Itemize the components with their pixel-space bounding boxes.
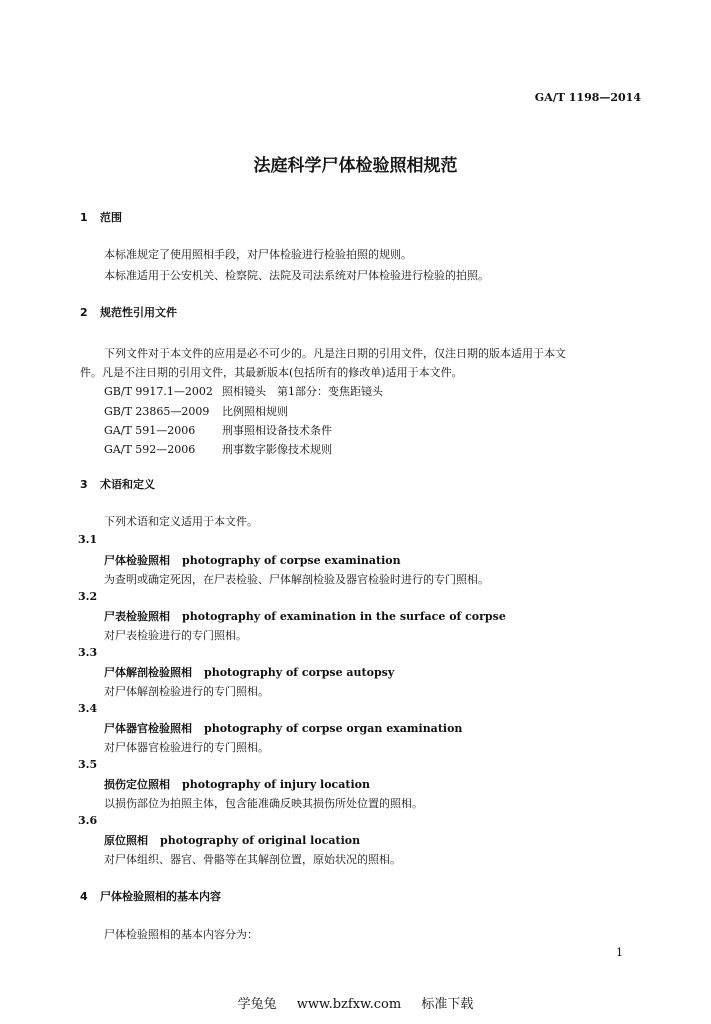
term-zh: 损伤定位照相 bbox=[104, 778, 170, 791]
term-heading bbox=[104, 720, 462, 736]
term-definition: 对尸体解剖检验进行的专门照相。 bbox=[104, 685, 269, 698]
section-number: 2 bbox=[80, 306, 88, 319]
term-heading bbox=[104, 664, 394, 680]
term-en: photography of corpse examination bbox=[182, 554, 401, 567]
term-en: photography of corpse organ examination bbox=[204, 722, 463, 735]
reference-item bbox=[104, 383, 383, 399]
term-number: 3.2 bbox=[78, 590, 98, 603]
paragraph: 本标准适用于公安机关、检察院、法院及司法系统对尸体检验进行检验的拍照。 bbox=[104, 269, 489, 282]
term-definition: 以损伤部位为拍照主体，包含能准确反映其损伤所处位置的照相。 bbox=[104, 797, 423, 810]
term-en: photography of original location bbox=[160, 834, 361, 847]
term-number: 3.4 bbox=[78, 702, 98, 715]
term-heading bbox=[104, 608, 506, 624]
footer bbox=[0, 993, 711, 1012]
reference-title: 刑事照相设备技术条件 bbox=[222, 424, 332, 437]
section-title: 范围 bbox=[100, 211, 122, 224]
section-number: 4 bbox=[80, 890, 88, 903]
page-number: 1 bbox=[616, 946, 623, 959]
footer-tagline: 标准下载 bbox=[421, 997, 474, 1012]
paragraph: 本标准规定了使用照相手段，对尸体检验进行检验拍照的规则。 bbox=[104, 248, 412, 261]
reference-item bbox=[104, 403, 288, 419]
section-heading bbox=[80, 209, 122, 225]
reference-code: GB/T 9917.1—2002 bbox=[104, 385, 213, 398]
term-number: 3.6 bbox=[78, 814, 98, 827]
term-zh: 尸体解剖检验照相 bbox=[104, 666, 192, 679]
reference-item bbox=[104, 441, 332, 457]
paragraph: 尸体检验照相的基本内容分为： bbox=[104, 928, 258, 941]
standard-code: GA/T 1198—2014 bbox=[534, 91, 641, 104]
section-title: 尸体检验照相的基本内容 bbox=[100, 890, 221, 903]
paragraph: 件。凡是不注日期的引用文件，其最新版本(包括所有的修改单)适用于本文件。 bbox=[80, 366, 463, 379]
reference-item bbox=[104, 422, 332, 438]
term-heading bbox=[104, 552, 401, 568]
section-number: 3 bbox=[80, 478, 88, 491]
section-heading bbox=[80, 888, 221, 904]
section-number: 1 bbox=[80, 211, 88, 224]
term-number: 3.5 bbox=[78, 758, 98, 771]
paragraph: 下列文件对于本文件的应用是必不可少的。凡是注日期的引用文件，仅注日期的版本适用于本文 bbox=[104, 347, 566, 360]
term-zh: 尸体检验照相 bbox=[104, 554, 170, 567]
section-title: 术语和定义 bbox=[100, 478, 155, 491]
term-heading bbox=[104, 832, 360, 848]
reference-code: GB/T 23865—2009 bbox=[104, 405, 210, 418]
term-definition: 为查明或确定死因，在尸表检验、尸体解剖检验及器官检验时进行的专门照相。 bbox=[104, 573, 489, 586]
term-definition: 对尸表检验进行的专门照相。 bbox=[104, 629, 247, 642]
term-zh: 尸体器官检验照相 bbox=[104, 722, 192, 735]
reference-title: 照相镜头 第1部分：变焦距镜头 bbox=[222, 385, 383, 398]
term-number: 3.3 bbox=[78, 646, 98, 659]
footer-site-name: 学兔兔 bbox=[237, 997, 277, 1012]
section-heading bbox=[80, 304, 177, 320]
reference-code: GA/T 591—2006 bbox=[104, 424, 196, 437]
section-heading bbox=[80, 476, 155, 492]
term-definition: 对尸体器官检验进行的专门照相。 bbox=[104, 741, 269, 754]
term-definition: 对尸体组织、器官、骨骼等在其解剖位置，原始状况的照相。 bbox=[104, 853, 401, 866]
term-en: photography of injury location bbox=[182, 778, 370, 791]
paragraph: 下列术语和定义适用于本文件。 bbox=[104, 515, 258, 528]
reference-code: GA/T 592—2006 bbox=[104, 443, 196, 456]
reference-title: 刑事数字影像技术规则 bbox=[222, 443, 332, 456]
footer-url[interactable]: www.bzfxw.com bbox=[296, 997, 402, 1012]
term-zh: 原位照相 bbox=[104, 834, 148, 847]
term-en: photography of corpse autopsy bbox=[204, 666, 395, 679]
term-en: photography of examination in the surface of corpse bbox=[182, 610, 506, 623]
document-title: 法庭科学尸体检验照相规范 bbox=[253, 156, 458, 176]
term-number: 3.1 bbox=[78, 533, 98, 546]
term-heading bbox=[104, 776, 370, 792]
section-title: 规范性引用文件 bbox=[100, 306, 177, 319]
term-zh: 尸表检验照相 bbox=[104, 610, 170, 623]
reference-title: 比例照相规则 bbox=[222, 405, 288, 418]
